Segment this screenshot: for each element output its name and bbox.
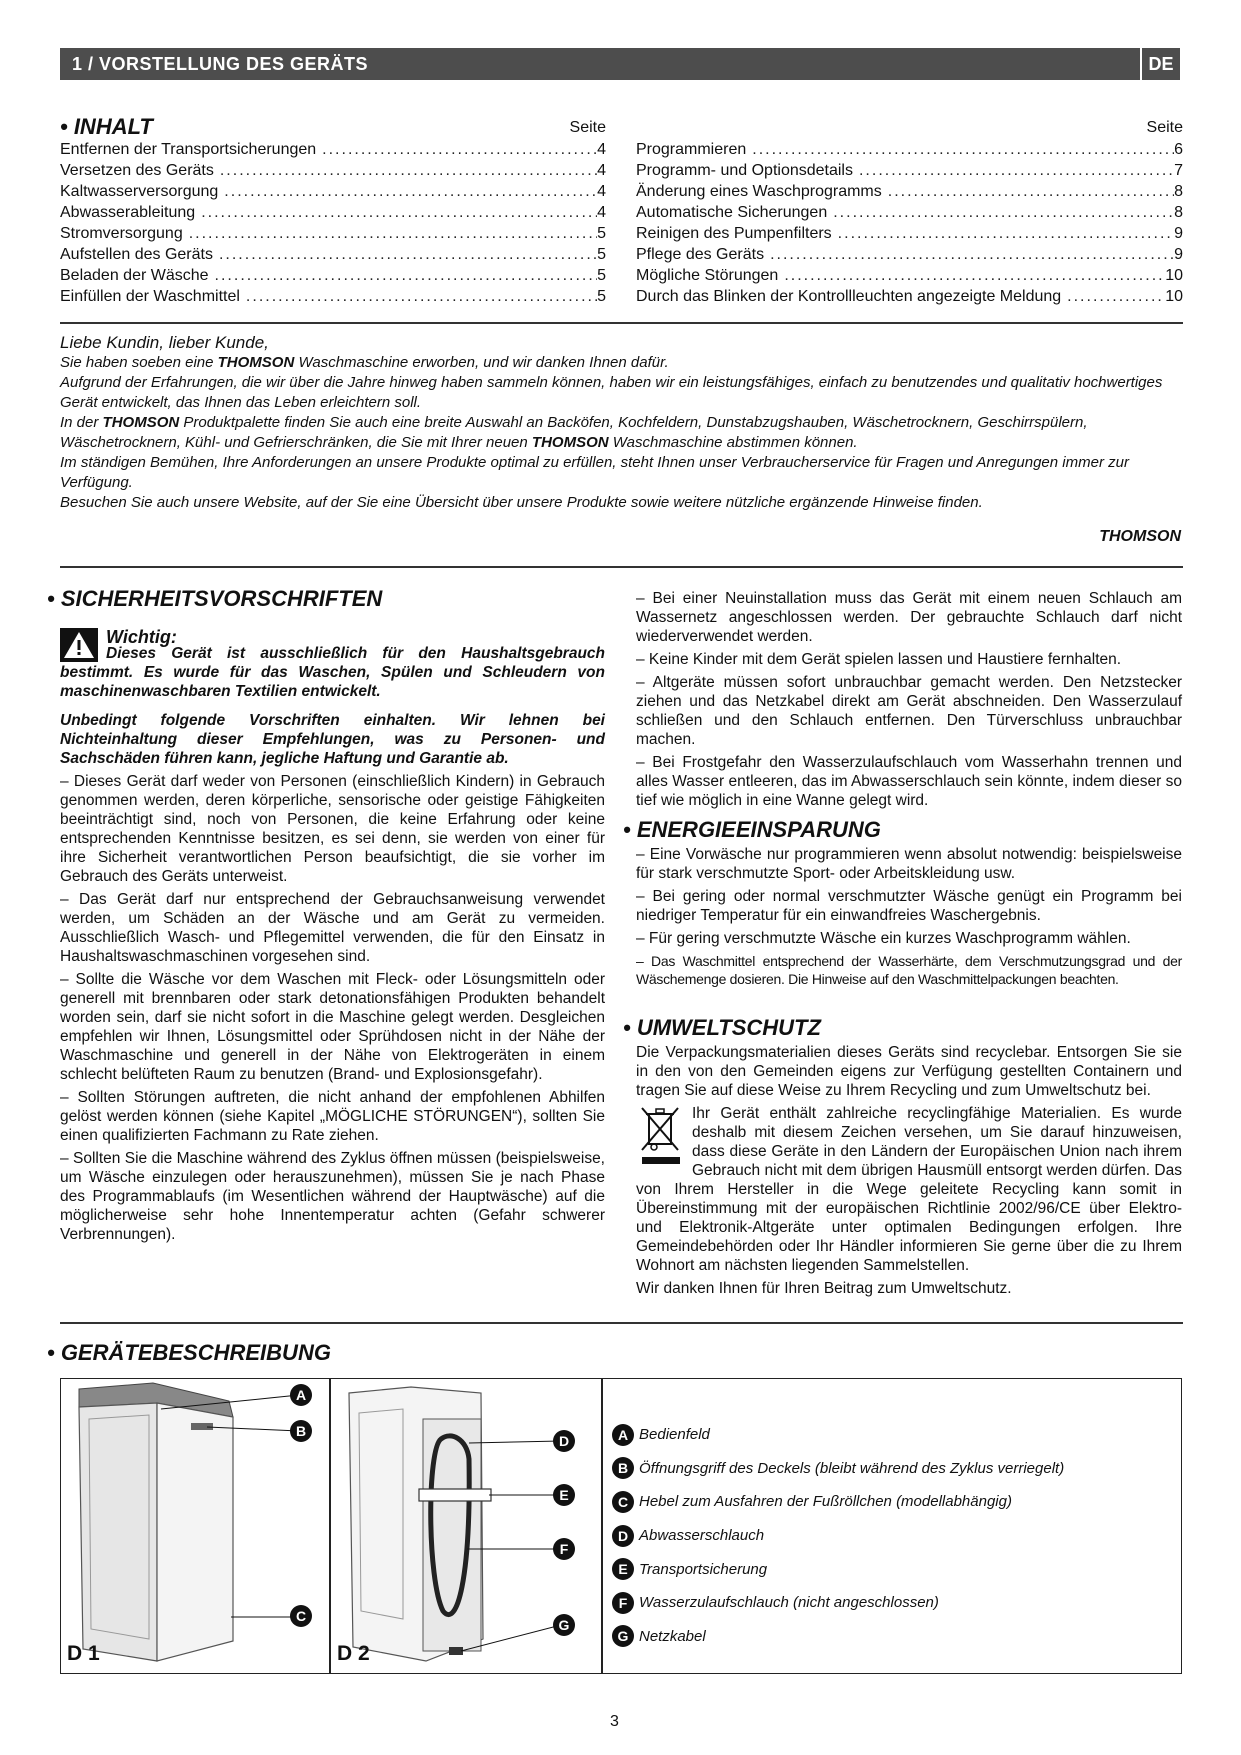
component-legend [612,1418,1064,1653]
environment-title: • UMWELTSCHUTZ [623,1015,821,1040]
legend-item [612,1552,1064,1586]
energy-paragraph: – Für gering verschmutzte Wäsche ein kurzes Waschprogramm wählen. [636,930,1131,947]
toc-entry-page: 5 [597,225,606,242]
toc-leader-dots [220,160,597,181]
toc-entry-page: 6 [1174,141,1183,158]
legend-text: Hebel zum Ausfahren der Fußröllchen (modellabhängig) [639,1493,1012,1511]
legend-item [612,1519,1064,1553]
legend-item [612,1418,1064,1452]
svg-text:G: G [558,1617,570,1633]
energy-paragraph: – Das Waschmittel entsprechend der Wasserhärte, dem Verschmutzungsgrad und der Wäschemenge dosieren. Die Hinweise auf den Waschmittelpackungen beachten. [636,953,1182,987]
toc-leader-dots [784,265,1165,286]
signature: THOMSON [1099,528,1181,545]
toc-leader-dots [215,265,598,286]
toc-entry-page: 5 [597,246,606,263]
toc-entry-page: 5 [597,267,606,284]
divider [60,566,1183,568]
energy-title: • ENERGIEEINSPARUNG [623,817,881,842]
legend-text: Wasserzulaufschlauch (nicht angeschlossen) [639,1594,939,1612]
legend-text: Abwasserschlauch [639,1527,765,1545]
toc-entry-page: 4 [597,162,606,179]
toc-entry [60,181,606,202]
energy-column [636,845,1182,992]
warning-text-1: Dieses Gerät ist ausschließlich für den Haushaltsgebrauch bestimmt. Es wurde für das Waschen, Spülen und Schleudern von maschinenwaschbaren Textilien entwickelt. [60,645,605,700]
device-back-illustration [331,1379,601,1673]
toc-leader-dots [752,139,1174,160]
toc-leader-dots [224,181,597,202]
safety-paragraph: – Altgeräte müssen sofort unbrauchbar gemacht werden. Den Netzstecker ziehen und das Netzkabel direkt am Gerät abschneiden. Den Wasserzulauf schließen und den Schlauch entfernen. Den Türverschluss unbrauchbar machen. [636,674,1182,748]
toc-entry [636,244,1183,265]
svg-text:C: C [295,1608,307,1624]
legend-key-badge: E [612,1558,634,1580]
divider [60,322,1183,324]
toc-entry [636,265,1183,286]
safety-paragraph: – Sollten Sie die Maschine während des Zyklus öffnen müssen (beispielsweise, um Wäsche einzulegen oder herauszunehmen), müssen Sie je nach Phase des Programmablaufs (im Wesentlichen während der Hauptwäsche) auf die möglicherweise sehr hohe Innentemperatur achten (Gefahr schwerer Verbrennungen). [60,1150,605,1243]
toc-leader-dots [189,223,597,244]
intro-line-4: Im ständigen Bemühen, Ihre Anforderungen an unsere Produkte optimal zu erfüllen, steht Ihnen unser Verbraucherservice für Fragen und Anregungen immer zur Verfügung. [60,454,1129,491]
toc-entry-page: 9 [1174,225,1183,242]
legend-text: Transportsicherung [639,1560,768,1578]
figure-label-d2: D 2 [337,1642,370,1665]
toc-entry-label: Programmieren [636,141,747,158]
toc-entry-label: Pflege des Geräts [636,246,765,263]
divider [60,1322,1183,1324]
figure-label-d1: D 1 [67,1642,100,1665]
legend-key-badge: F [612,1592,634,1614]
toc-entry-label: Aufstellen des Geräts [60,246,213,263]
toc-entry [636,160,1183,181]
environment-column [636,1043,1182,1302]
legend-item [612,1452,1064,1486]
toc-entry-label: Reinigen des Pumpenfilters [636,225,832,242]
safety-paragraph: – Sollten Störungen auftreten, die nicht anhand der empfohlenen Abhilfen gelöst werden können (siehe Kapitel „MÖGLICHE STÖRUNGEN“), sollten Sie einen qualifizierten Fachmann zu Rate ziehen. [60,1089,605,1144]
warning-text-2: Unbedingt folgende Vorschriften einhalten. Wir lehnen bei Nichteinhaltung dieser Empfehlungen, was zu Personen- und Sachschäden führen kann, jegliche Haftung und Garantie ab. [60,712,605,767]
energy-paragraph: – Eine Vorwäsche nur programmieren wenn absolut notwendig: beispielsweise für stark verschmutzte Sport- oder Arbeitskleidung usw. [636,846,1182,882]
toc-entry-label: Mögliche Störungen [636,267,779,284]
toc-leader-dots [888,181,1174,202]
page-number: 3 [610,1713,619,1730]
legend-item [612,1586,1064,1620]
toc-entry-label: Versetzen des Geräts [60,162,214,179]
toc-leader-dots [770,244,1174,265]
device-front-illustration [61,1379,329,1673]
weee-bin-icon [636,1104,686,1166]
toc-entry [60,265,606,286]
safety-paragraph: – Keine Kinder mit dem Gerät spielen lassen und Haustiere fernhalten. [636,651,1122,668]
toc-entry [60,160,606,181]
svg-text:E: E [559,1487,569,1503]
legend-text: Bedienfeld [639,1426,710,1444]
warning-title: Wichtig: [106,627,177,647]
toc-leader-dots [201,202,597,223]
toc-entry [636,181,1183,202]
toc-entry-label: Entfernen der Transportsicherungen [60,141,317,158]
toc-entry [60,139,606,160]
safety-paragraph: – Sollte die Wäsche vor dem Waschen mit Fleck- oder Lösungsmitteln oder generell mit brennbaren oder stark detonationsfähigen Produkten behandelt worden sein, darf sie nicht sofort in die Maschine gelegt werden. Desgleichen empfehlen wir Ihnen, Lösungsmittel oder Sprühdosen nicht in der Nähe der Waschmaschine und generell in der Nähe von Elektrogeräten in einem schlecht belüfteten Raum zu benutzen (Brand- und Explosionsgefahr). [60,971,605,1083]
safety-paragraph: – Bei einer Neuinstallation muss das Gerät mit einem neuen Schlauch am Wassernetz angeschlossen werden. Der gebrauchte Schlauch darf nicht wiederverwendet werden. [636,590,1182,645]
toc-entry [636,202,1183,223]
toc-entry-page: 8 [1174,204,1183,221]
toc-entry-page: 4 [597,141,606,158]
section-header-bar [60,48,1140,80]
toc-entry [60,202,606,223]
safety-right-column [636,589,1182,814]
intro-letter [60,333,1185,513]
toc-leader-dots [838,223,1174,244]
svg-text:A: A [295,1387,307,1403]
toc-right-column [636,119,1183,307]
legend-text: Netzkabel [639,1627,706,1645]
language-badge: DE [1142,48,1180,80]
toc-entry [60,286,606,307]
svg-text:B: B [295,1423,307,1439]
toc-entry-label: Abwasserableitung [60,204,196,221]
safety-paragraph: – Das Gerät darf nur entsprechend der Gebrauchsanweisung verwendet werden, um Schäden an der Wäsche und am Gerät zu vermeiden. Ausschließlich Wasch- und Pflegemittel verwenden, die für den Einsatz in Haushaltswaschmaschinen vorgesehen sind. [60,891,605,965]
toc-entry-label: Automatische Sicherungen [636,204,828,221]
legend-key-badge: C [612,1491,634,1513]
toc-title: • INHALT [60,114,153,139]
legend-key-badge: A [612,1424,634,1446]
environment-paragraph: Die Verpackungsmaterialien dieses Geräts sind recyclebar. Entsorgen Sie sie in den von den Gemeinden eigens zur Verfügung gestellten Containern und tragen Sie auf diese Weise zu Ihrem Recycling und zum Umweltschutz bei. [636,1044,1182,1099]
toc-entry-label: Durch das Blinken der Kontrollleuchten angezeigte Meldung [636,288,1062,305]
legend-key-badge: B [612,1457,634,1479]
greeting: Liebe Kundin, lieber Kunde, [60,333,269,352]
toc-entry [636,223,1183,244]
intro-line-2: Aufgrund der Erfahrungen, die wir über die Jahre hinweg haben sammeln können, haben wir ein leistungsfähiges, einfach zu benutzendes und qualitativ hochwertiges Gerät entwickelt, das Ihnen das Leben erleichtern soll. [60,374,1163,411]
toc-entry-label: Programm- und Optionsdetails [636,162,853,179]
toc-entry-label: Einfüllen der Waschmittel [60,288,240,305]
safety-title: • SICHERHEITSVORSCHRIFTEN [47,586,383,611]
toc-leader-dots [859,160,1174,181]
toc-entry-label: Stromversorgung [60,225,183,242]
toc-entry-page: 4 [597,204,606,221]
toc-entry-label: Beladen der Wäsche [60,267,209,284]
divider [601,1379,603,1673]
toc-leader-dots [322,139,597,160]
safety-paragraph: – Dieses Gerät darf weder von Personen (einschließlich Kindern) in Gebrauch genommen werden, deren körperliche, sensorische oder geistige Fähigkeiten beeinträchtigt sind, noch von Personen, die keine Erfahrung oder keine entsprechenden Kenntnisse besitzen, es sei denn, sie werden von einer für ihre Sicherheit verantwortlichen Person beaufsichtigt, die sie vorher im Gebrauch des Geräts unterweist. [60,773,605,885]
legend-key-badge: G [612,1625,634,1647]
intro-line-1: Sie haben soeben eine THOMSON Waschmaschine erworben, und wir danken Ihnen dafür. [60,354,669,371]
toc-leader-dots [833,202,1174,223]
toc-entry [60,223,606,244]
legend-item [612,1485,1064,1519]
legend-item [612,1620,1064,1654]
toc-seite-label: Seite [569,119,606,136]
svg-text:D: D [558,1433,570,1449]
warning-icon [60,628,98,662]
toc-entry-page: 9 [1174,246,1183,263]
toc-entry-page: 5 [597,288,606,305]
toc-entry-page: 4 [597,183,606,200]
toc-entry-page: 10 [1165,288,1183,305]
toc-entry-label: Kaltwasserversorgung [60,183,219,200]
intro-line-5: Besuchen Sie auch unsere Website, auf der Sie eine Übersicht über unsere Produkte sowie weitere nützliche ergänzende Hinweise finden. [60,494,983,511]
toc-entry-label: Änderung eines Waschprogramms [636,183,882,200]
toc-entry [60,244,606,265]
toc-leader-dots [246,286,597,307]
toc-leader-dots [219,244,597,265]
toc-entry-page: 8 [1174,183,1183,200]
environment-paragraph: Ihr Gerät enthält zahlreiche recyclingfähige Materialien. Es wurde deshalb mit diesem Zeichen versehen, um Sie darauf hinzuweisen, dass diese Geräte in den Ländern der Europäischen Union nach ihrem Gebrauch nicht mit dem übrigen Hausmüll entsorgt werden dürfen. Das von Ihrem Hersteller in die Wege geleitete Recycling kann somit in Übereinstimmung mit der europäischen Richtlinie 2002/96/CE über Elektro- und Elektronik-Altgeräte unter optimalen Bedingungen erfolgen. Ihre Gemeindebehörden oder Ihr Händler informieren Sie gerne über die zu Ihrem Wohnort am nächsten liegenden Sammelstellen. [636,1105,1182,1274]
description-title: • GERÄTEBESCHREIBUNG [47,1340,331,1365]
toc-entry-page: 7 [1174,162,1183,179]
toc-leader-dots [1067,286,1165,307]
toc-entry [636,139,1183,160]
energy-paragraph: – Bei gering oder normal verschmutzter Wäsche genügt ein Programm bei niedriger Temperatur für ein einwandfreies Waschergebnis. [636,888,1182,924]
toc-entry-page: 10 [1165,267,1183,284]
svg-text:F: F [559,1541,569,1557]
intro-line-3: In der THOMSON Produktpalette finden Sie auch eine breite Auswahl an Backöfen, Kochfeldern, Dunstabzugshauben, Wäschetrocknern, Geschirrspülern, Wäschetrocknern, Kühl- und Gefrierschränken, die Sie mit Ihrer neuen THOMSON Waschmaschine abstimmen können. [60,414,1088,451]
section-header-title: 1 / VORSTELLUNG DES GERÄTS [72,54,369,74]
environment-paragraph: Wir danken Ihnen für Ihren Beitrag zum Umweltschutz. [636,1280,1012,1297]
toc-seite-label: Seite [1146,119,1183,136]
legend-key-badge: D [612,1525,634,1547]
safety-left-column [60,628,605,1248]
toc-entry [636,286,1183,307]
toc-left-column [60,119,606,307]
legend-text: Öffnungsgriff des Deckels (bleibt während des Zyklus verriegelt) [639,1459,1065,1477]
safety-paragraph: – Bei Frostgefahr den Wasserzulaufschlauch vom Wasserhahn trennen und alles Wasser entleeren, das im Abwasserschlauch sein könnte, indem dieser so tief wie möglich in eine Wanne gelegt wird. [636,754,1182,809]
